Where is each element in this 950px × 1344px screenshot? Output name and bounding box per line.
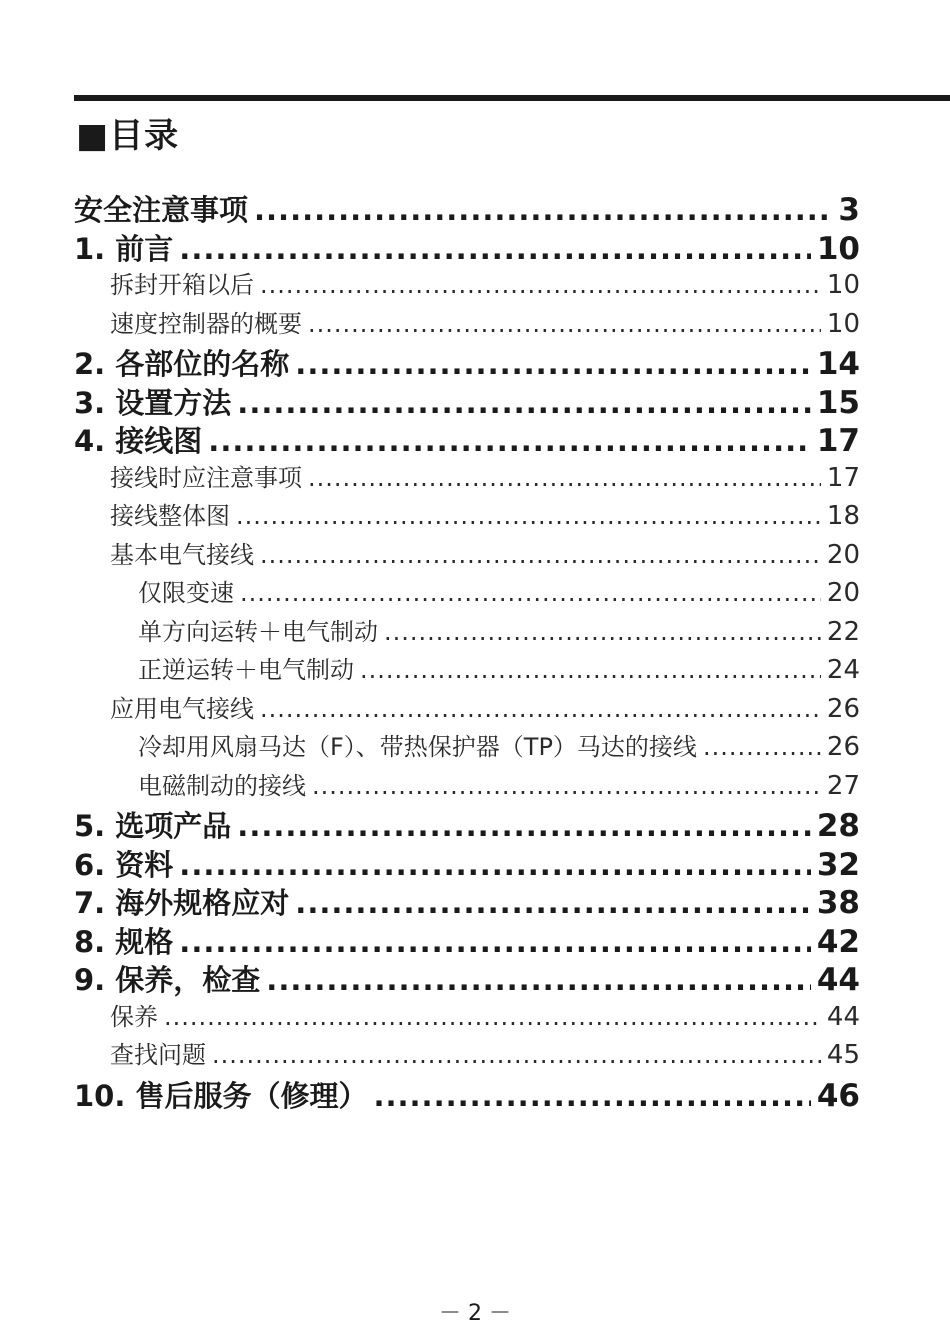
dot-leader (360, 656, 821, 684)
toc-entry-label: 9. 保养，检查 (74, 963, 261, 997)
toc-entry-page: 15 (816, 384, 860, 421)
toc-entry-page: 20 (826, 578, 860, 608)
toc-entry-page: 10 (826, 308, 860, 339)
toc-entry-page: 10 (826, 270, 860, 300)
top-rule (74, 95, 950, 101)
toc-entry[interactable] (110, 1035, 860, 1073)
toc-entry-label: 单方向运转＋电气制动 (138, 617, 378, 646)
toc-entry[interactable] (110, 265, 860, 303)
dot-leader (254, 193, 832, 227)
toc-entry-page: 44 (826, 1001, 860, 1032)
dot-leader (260, 541, 821, 569)
toc-entry-label: 3. 设置方法 (74, 385, 232, 420)
dot-leader (373, 1079, 810, 1113)
dot-leader (208, 424, 811, 458)
toc-entry[interactable] (138, 650, 860, 688)
toc-entry[interactable] (138, 766, 860, 804)
dot-leader (237, 386, 811, 420)
toc-entry-page: 26 (826, 693, 860, 724)
toc-entry[interactable] (74, 920, 860, 958)
toc-entry-page: 20 (826, 539, 860, 570)
dot-leader (236, 502, 821, 530)
toc-entry[interactable] (74, 227, 860, 265)
toc-entry-label: 应用电气接线 (110, 694, 254, 723)
page-title: ■目录 (76, 116, 180, 156)
toc-entry-page: 42 (816, 923, 860, 960)
toc-entry[interactable] (110, 304, 860, 342)
toc-entry-page: 18 (826, 501, 860, 531)
toc-entry-page: 22 (826, 616, 860, 647)
toc-entry[interactable] (110, 535, 860, 573)
toc-entry-page: 45 (826, 1040, 860, 1070)
toc-entry[interactable] (74, 1074, 860, 1112)
dot-leader (179, 232, 811, 266)
toc-entry-label: 保养 (110, 1002, 158, 1031)
toc-entry-label: 接线整体图 (110, 502, 230, 530)
toc-entry-page: 28 (816, 808, 860, 844)
toc-entry-label: 6. 资料 (74, 847, 174, 882)
dot-leader (308, 310, 821, 338)
dot-leader (164, 1003, 821, 1031)
toc-entry[interactable] (138, 727, 860, 765)
toc-entry-label: 10. 售后服务（修理） (74, 1078, 368, 1113)
dot-leader (295, 886, 811, 920)
toc-entry-page: 17 (826, 462, 860, 493)
toc-entry-page: 10 (816, 230, 860, 267)
toc-entry[interactable] (74, 381, 860, 419)
toc-entry-label: 安全注意事项 (74, 193, 249, 227)
dot-leader (240, 579, 821, 607)
toc-entry-label: 电磁制动的接线 (138, 771, 306, 800)
dot-leader (212, 1041, 821, 1069)
toc-entry-page: 44 (816, 962, 860, 998)
dot-leader (312, 772, 821, 800)
toc-entry-page: 24 (826, 655, 860, 685)
toc-entry-page: 27 (826, 770, 860, 801)
toc-entry-label: 正逆运转＋电气制动 (138, 656, 354, 684)
dot-leader (237, 809, 811, 843)
dot-leader (179, 848, 811, 882)
toc-entry[interactable] (74, 419, 860, 457)
toc-entry-page: 3 (838, 192, 860, 228)
page-number: － 2 － (439, 1301, 511, 1326)
toc-entry[interactable] (110, 496, 860, 534)
dot-leader (703, 733, 821, 761)
toc-entry-label: 查找问题 (110, 1041, 206, 1069)
toc-entry-label: 1. 前言 (74, 231, 174, 266)
toc-entry[interactable] (138, 573, 860, 611)
toc-entry-label: 仅限变速 (138, 579, 234, 607)
toc-entry-label: 拆封开箱以后 (110, 271, 254, 299)
dot-leader (260, 271, 821, 299)
dot-leader (179, 925, 811, 959)
toc-entry[interactable] (110, 689, 860, 727)
toc-entry-label: 2. 各部位的名称 (74, 347, 290, 381)
toc-entry-label: 8. 规格 (74, 924, 174, 959)
toc-entry-page: 17 (816, 423, 860, 459)
toc-entry-label: 接线时应注意事项 (110, 463, 302, 492)
toc-entry-page: 14 (816, 346, 860, 382)
dot-leader (266, 963, 811, 997)
dot-leader (308, 464, 821, 492)
toc-entry-label: 4. 接线图 (74, 424, 203, 458)
dot-leader (384, 618, 821, 646)
toc-entry[interactable] (74, 804, 860, 842)
toc-entry[interactable] (74, 342, 860, 380)
toc-entry-page: 26 (826, 732, 860, 762)
toc-entry-page: 32 (816, 846, 860, 883)
toc-entry-label: 5. 选项产品 (74, 809, 232, 843)
toc-entry-label: 速度控制器的概要 (110, 309, 302, 338)
toc-entry[interactable] (74, 188, 860, 226)
toc-entry[interactable] (138, 612, 860, 650)
dot-leader (295, 347, 811, 381)
toc-entry-page: 38 (816, 885, 860, 921)
toc-entry[interactable] (74, 881, 860, 919)
dot-leader (260, 695, 821, 723)
toc-entry-label: 基本电气接线 (110, 540, 254, 569)
toc-entry[interactable] (74, 843, 860, 881)
toc-entry-label: 冷却用风扇马达（F）、带热保护器（TP）马达的接线 (138, 733, 697, 761)
toc-entry-page: 46 (816, 1077, 860, 1114)
toc-entry[interactable] (74, 958, 860, 996)
toc-entry-label: 7. 海外规格应对 (74, 886, 290, 920)
toc-entry[interactable] (110, 458, 860, 496)
toc-entry[interactable] (110, 997, 860, 1035)
